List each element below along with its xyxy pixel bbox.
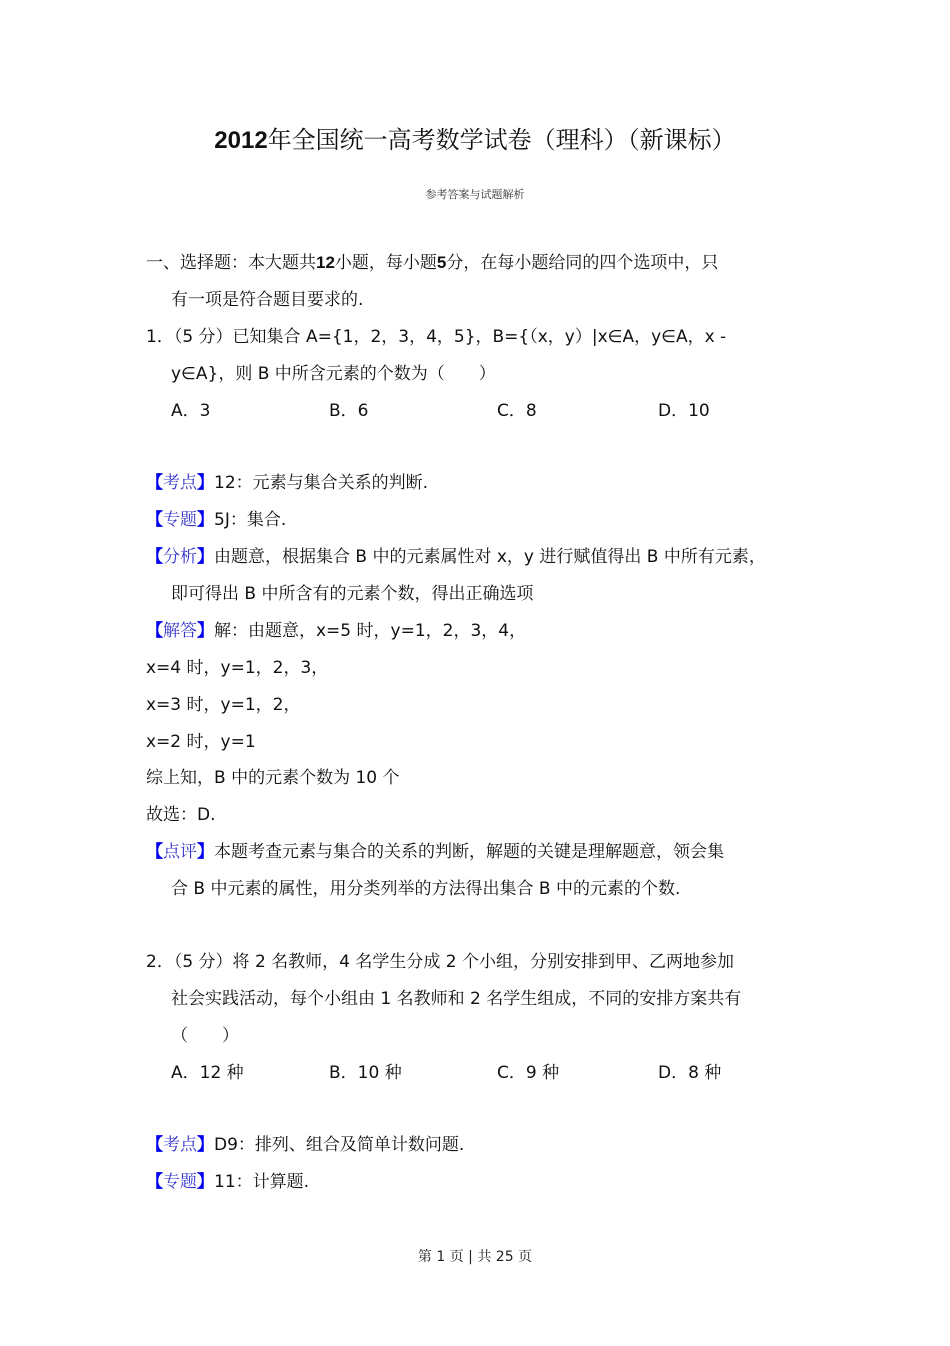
q2-option-d: D．8 种: [658, 1063, 722, 1083]
q1-jieda-line: 综上知，B 中的元素个数为 10 个: [146, 768, 400, 788]
q1-option-d: D．10: [658, 401, 710, 421]
q1-zhuanti: [146, 508, 286, 532]
jieda-text: 解：由题意，x=5 时，y=1，2，3，4，: [214, 621, 527, 641]
section-text: 分，在每小题给同的四个选项中，只: [446, 253, 719, 273]
q1-stem-cont: y∈A}，则 B 中所含元素的个数为（ ）: [171, 364, 496, 384]
q1-option-b: B．6: [329, 401, 369, 421]
title-text: 年全国统一高考数学试卷（理科）（新课标）: [267, 126, 736, 154]
q2-stem: 2．（5 分）将 2 名教师，4 名学生分成 2 个小组，分别安排到甲、乙两地参加: [146, 952, 735, 972]
page-footer: 第 1 页 | 共 25 页: [417, 1249, 533, 1265]
section-header: [146, 251, 718, 275]
kaodian-text: 12：元素与集合关系的判断.: [214, 473, 429, 493]
section-text: 一、选择题：本大题共: [146, 253, 316, 273]
q2-stem-blank: （ ）: [171, 1026, 239, 1046]
q1-jieda-line: x=2 时，y=1: [146, 732, 256, 752]
fenxi-text: 由题意，根据集合 B 中的元素属性对 x，y 进行赋值得出 B 中所有元素，: [214, 547, 766, 567]
q2-stem-cont: 社会实践活动，每个小组由 1 名教师和 2 名学生组成，不同的安排方案共有: [171, 989, 742, 1009]
q2-zhuanti: [146, 1170, 309, 1194]
q1-dianping: [146, 840, 724, 864]
title-year: 2012: [214, 127, 268, 154]
q2-option-c: C．9 种: [497, 1063, 560, 1083]
zhuanti-text: 5J：集合.: [214, 510, 287, 530]
page-title: [0, 122, 950, 159]
q1-answer: 故选：D.: [146, 805, 216, 825]
q2-option-a: A．12 种: [171, 1063, 244, 1083]
q1-jieda-line: x=4 时，y=1，2，3，: [146, 658, 329, 678]
kaodian-tag: 【考点】: [146, 1135, 214, 1155]
q1-stem: 1．（5 分）已知集合 A={1，2，3，4，5}，B={（x，y）|x∈A，y∈A，x -: [146, 327, 727, 347]
zhuanti-tag: 【专题】: [146, 1172, 214, 1192]
q1-jieda-line: x=3 时，y=1，2，: [146, 695, 301, 715]
zhuanti-text: 11：计算题.: [214, 1172, 310, 1192]
q2-kaodian: [146, 1133, 464, 1157]
kaodian-text: D9：排列、组合及简单计数问题.: [214, 1135, 465, 1155]
question-count: 12: [316, 253, 335, 272]
q1-fenxi: [146, 545, 766, 569]
section-text: 小题，每小题: [334, 253, 437, 273]
page-subtitle: 参考答案与试题解析: [425, 188, 525, 201]
q1-option-a: A．3: [171, 401, 211, 421]
zhuanti-tag: 【专题】: [146, 510, 214, 530]
q1-fenxi-cont: 即可得出 B 中所含有的元素个数，得出正确选项: [171, 584, 534, 604]
q1-kaodian: [146, 471, 428, 495]
q1-dianping-cont: 合 B 中元素的属性，用分类列举的方法得出集合 B 中的元素的个数.: [171, 879, 681, 899]
q2-option-b: B．10 种: [329, 1063, 402, 1083]
dianping-tag: 【点评】: [146, 842, 214, 862]
points-per-question: 5: [436, 253, 447, 272]
q1-option-c: C．8: [497, 401, 537, 421]
q1-jieda: [146, 619, 526, 643]
jieda-tag: 【解答】: [146, 621, 214, 641]
dianping-text: 本题考查元素与集合的关系的判断，解题的关键是理解题意，领会集: [214, 842, 724, 862]
kaodian-tag: 【考点】: [146, 473, 214, 493]
section-header-cont: 有一项是符合题目要求的.: [171, 290, 364, 310]
fenxi-tag: 【分析】: [146, 547, 214, 567]
